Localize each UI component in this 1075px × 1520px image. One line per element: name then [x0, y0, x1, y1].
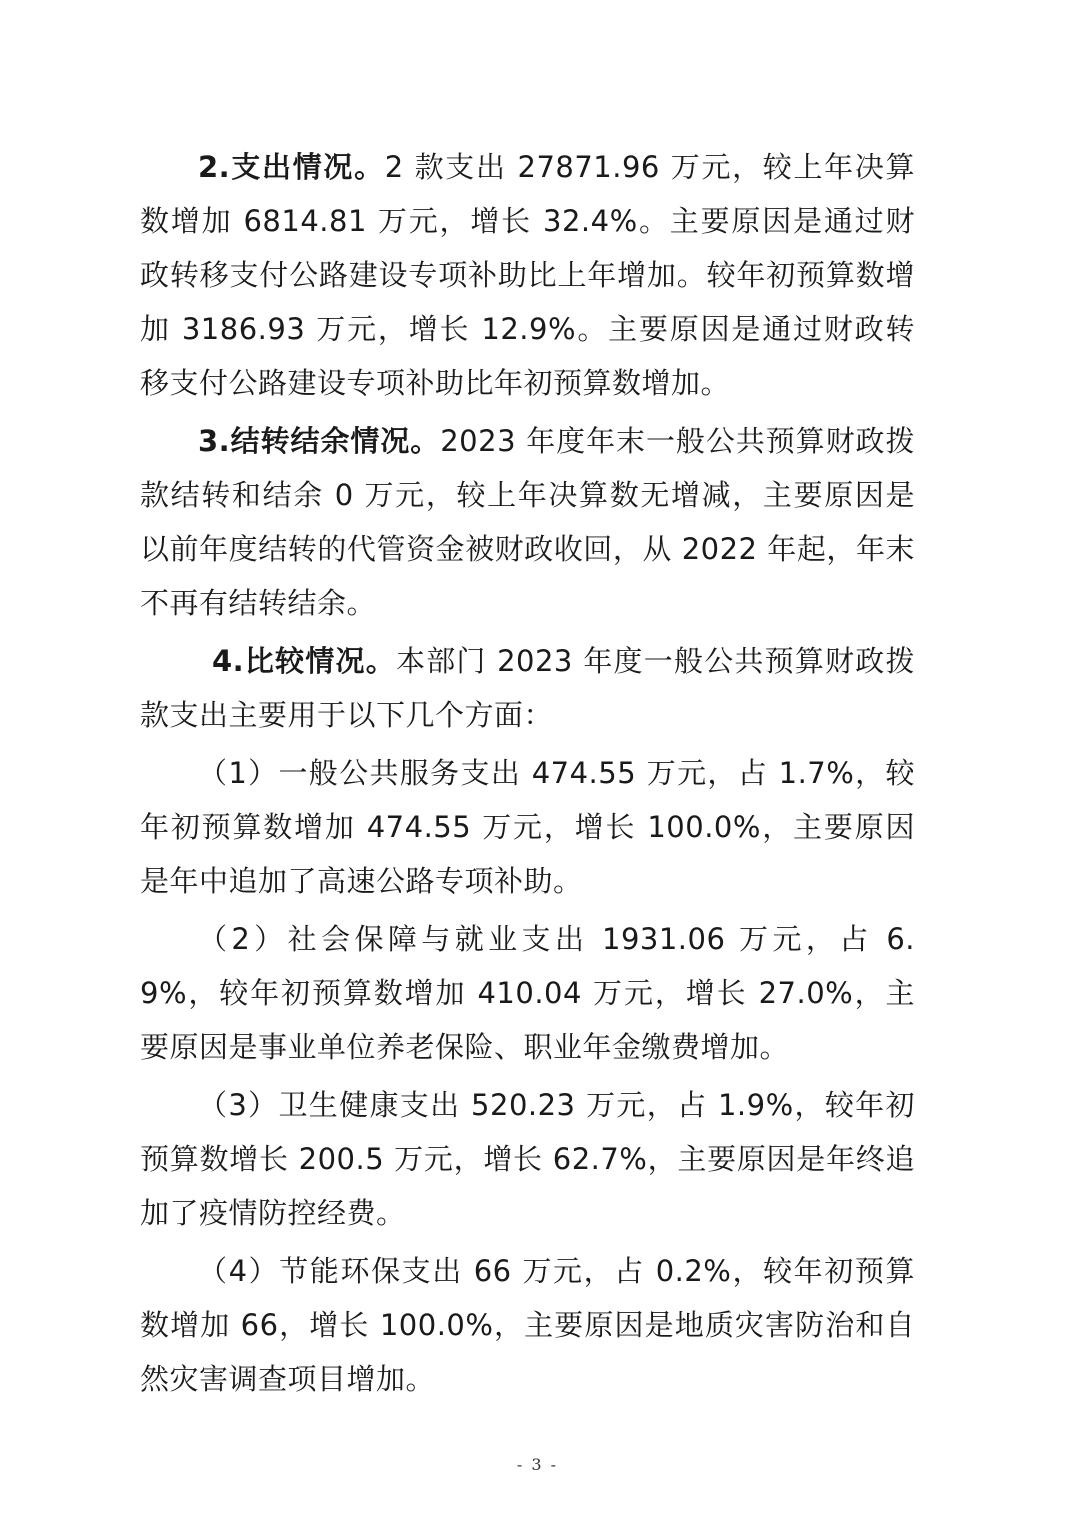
list-item-social-security: （2）社会保障与就业支出 1931.06 万元，占 6.9%，较年初预算数增加 410.04 万元，增长 27.0%，主要原因是事业单位养老保险、职业年金缴费增加。 — [140, 922, 915, 1064]
list-item-general-public-services: （1）一般公共服务支出 474.55 万元，占 1.7%，较年初预算数增加 474.55 万元，增长 100.0%，主要原因是年中追加了高速公路专项补助。 — [140, 756, 915, 898]
paragraph-expenditure — [140, 140, 915, 410]
paragraph-comparison — [140, 634, 915, 742]
paragraph-carryover — [140, 414, 915, 630]
page-number: - 3 - — [516, 1455, 559, 1474]
section-heading-comparison: 4.比较情况。 — [212, 644, 396, 678]
list-item-energy-environment: （4）节能环保支出 66 万元，占 0.2%，较年初预算数增加 66，增长 100.0%，主要原因是地质灾害防治和自然灾害调查项目增加。 — [140, 1254, 915, 1396]
section-heading-carryover: 3.结转结余情况。 — [198, 424, 441, 458]
paragraph-text: 2023 年度年末一般公共预算财政拨款结转和结余 0 万元，较上年决算数无增减，主要原因是以前年度结转的代管资金被财政收回，从 2022 年起，年末不再有结转结余。 — [140, 424, 915, 620]
list-item-health: （3）卫生健康支出 520.23 万元，占 1.9%，较年初预算数增长 200.5 万元，增长 62.7%，主要原因是年终追加了疫情防控经费。 — [140, 1088, 915, 1230]
paragraph-text: 本部门 2023 年度一般公共预算财政拨款支出主要用于以下几个方面： — [140, 644, 915, 732]
document-body — [140, 140, 915, 1410]
paragraph-text: 2 款支出 27871.96 万元，较上年决算数增加 6814.81 万元，增长 32.4%。主要原因是通过财政转移支付公路建设专项补助比上年增加。较年初预算数增加 3186.93 万元，增长 12.9%。主要原因是通过财政转移支付公路建设专项补助比年初预算数增加。 — [140, 150, 915, 400]
section-heading-expenditure: 2.支出情况。 — [198, 150, 385, 184]
